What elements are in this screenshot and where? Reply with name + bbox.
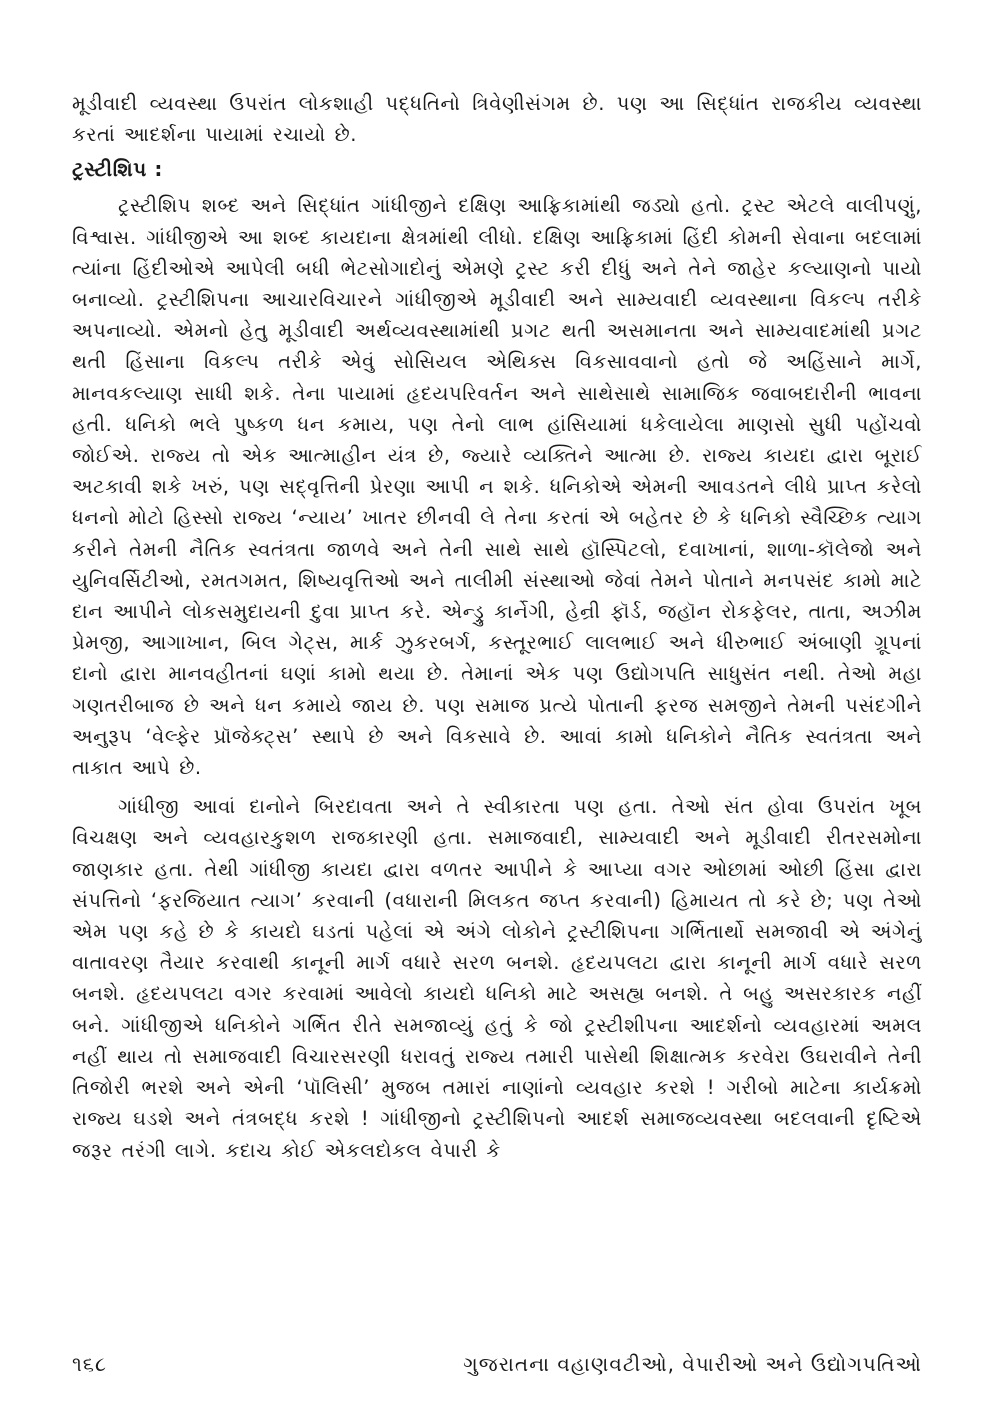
- body-paragraph-2: ગાંધીજી આવાં દાનોને બિરદાવતા અને તે સ્વીકારતા પણ હતા. તેઓ સંત હોવા ઉપરાંત ખૂબ વિચક્ષણ અને વ્યવહારકુશળ રાજકારણી હતા. સમાજવાદી, સામ્યવાદી અને મૂડીવાદી રીતરસમોના જાણકાર હતા. તેથી ગાંધીજી કાયદા દ્વારા વળતર આપીને કે આપ્યા વગર ઓછામાં ઓછી હિંસા દ્વારા સંપત્તિનો ‘ફરજિયાત ત્યાગ’ કરવાની (વધારાની મિલકત જપ્ત કરવાની) હિમાયત તો કરે છે; પણ તેઓ એમ પણ કહે છે કે કાયદો ઘડતાં પહેલાં એ અંગે લોકોને ટ્રસ્ટીશિપના ગર્ભિતાર્થો સમજાવી એ અંગેનું વાતાવરણ તૈયાર કરવાથી કાનૂની માર્ગ વધારે સરળ બનશે. હૃદયપલટા દ્વારા કાનૂની માર્ગ વધારે સરળ બનશે. હૃદયપલટા વગર કરવામાં આવેલો કાયદો ધનિકો માટે અસહ્ય બનશે. તે બહુ અસરકારક નહીં બને. ગાંધીજીએ ધનિકોને ગર્ભિત રીતે સમજાવ્યું હતું કે જો ટ્રસ્ટીશીપના આદર્શનો વ્યવહારમાં અમલ નહીં થાય તો સમાજવાદી વિચારસરણી ધરાવતું રાજ્ય તમારી પાસેથી શિક્ષાત્મક કરવેરા ઉઘરાવીને તેની તિજોરી ભરશે અને એની ‘પૉલિસી’ મુજબ તમારાં નાણાંનો વ્યવહાર કરશે ! ગરીબો માટેના કાર્યક્રમો રાજ્ય ઘડશે અને તંત્રબદ્ધ કરશે ! ગાંધીજીનો ટ્રસ્ટીશિપનો આદર્શ સમાજવ્યવસ્થા બદલવાની દૃષ્ટિએ જરૂર તરંગી લાગે. કદાચ કોઈ એકલદોકલ વેપારી કે: [72, 795, 922, 1162]
- intro-paragraph: મૂડીવાદી વ્યવસ્થા ઉપરાંત લોકશાહી પદ્ધતિનો ત્રિવેણીસંગમ છે. પણ આ સિદ્ધાંત રાજકીય વ્યવસ્થા કરતાં આદર્શના પાયામાં રચાયો છે.: [72, 92, 922, 147]
- body-paragraph-1: ટ્રસ્ટીશિપ શબ્દ અને સિદ્ધાંત ગાંધીજીને દક્ષિણ આફ્રિકામાંથી જડ્યો હતો. ટ્રસ્ટ એટલે વાલીપણું, વિશ્વાસ. ગાંધીજીએ આ શબ્દ કાયદાના ક્ષેત્રમાંથી લીધો. દક્ષિણ આફ્રિકામાં હિંદી કોમની સેવાના બદલામાં ત્યાંના હિંદીઓએ આપેલી બધી ભેટસોગાદોનું એમણે ટ્રસ્ટ કરી દીધું અને તેને જાહેર કલ્યાણનો પાયો બનાવ્યો. ટ્રસ્ટીશિપના આચારવિચારને ગાંધીજીએ મૂડીવાદી અને સામ્યવાદી વ્યવસ્થાના વિકલ્પ તરીકે અપનાવ્યો. એમનો હેતુ મૂડીવાદી અર્થવ્યવસ્થામાંથી પ્રગટ થતી અસમાનતા અને સામ્યવાદમાંથી પ્રગટ થતી હિંસાના વિકલ્પ તરીકે એવું સોસિયલ એથિક્સ વિકસાવવાનો હતો જે અહિંસાને માર્ગે, માનવકલ્યાણ સાધી શકે. તેના પાયામાં હૃદયપરિવર્તન અને સાથેસાથે સામાજિક જવાબદારીની ભાવના હતી. ધનિકો ભલે પુષ્કળ ધન કમાય, પણ તેનો લાભ હાંસિયામાં ધકેલાયેલા માણસો સુધી પહોંચવો જોઈએ. રાજ્ય તો એક આત્માહીન યંત્ર છે, જ્યારે વ્યક્તિને આત્મા છે. રાજ્ય કાયદા દ્વારા બૂરાઈ અટકાવી શકે ખરું, પણ સદ્‌વૃત્તિની પ્રેરણા આપી ન શકે. ધનિકોએ એમની આવડતને લીધે પ્રાપ્ત કરેલો ધનનો મોટો હિસ્સો રાજ્ય ‘ન્યાય’ ખાતર છીનવી લે તેના કરતાં એ બહેતર છે કે ધનિકો સ્વૈચ્છિક ત્યાગ કરીને તેમની નૈતિક સ્વતંત્રતા જાળવે અને તેની સાથે સાથે હૉસ્પિટલો, દવાખાનાં, શાળા-કૉલેજો અને યુનિવર્સિટીઓ, રમતગમત, શિષ્યવૃત્તિઓ અને તાલીમી સંસ્થાઓ જેવાં તેમને પોતાને મનપસંદ કામો માટે દાન આપીને લોકસમુદાયની દુવા પ્રાપ્ત કરે. એન્ડ્રુ કાર્નેગી, હેન્રી ફૉર્ડ, જહૉન રોકફેલર, તાતા, અઝીમ પ્રેમજી, આગાખાન, બિલ ગેટ્સ, માર્ક ઝુકરબર્ગ, કસ્તૂરભાઈ લાલભાઈ અને ધીરુભાઈ અંબાણી ગ્રૂપનાં દાનો દ્વારા માનવહીતનાં ઘણાં કામો થયા છે. તેમાનાં એક પણ ઉદ્યોગપતિ સાધુસંત નથી. તેઓ મહા ગણતરીબાજ છે અને ધન કમાયે જાય છે. પણ સમાજ પ્રત્યે પોતાની ફરજ સમજીને તેમની પસંદગીને અનુરૂપ ‘વેલ્ફેર પ્રૉજેક્ટ્સ’ સ્થાપે છે અને વિકસાવે છે. આવાં કામો ધનિકોને નૈતિક સ્વતંત્રતા અને તાકાત આપે છે.: [72, 194, 922, 780]
- page-footer: [72, 1352, 922, 1386]
- page-number: ૧૬૮: [72, 1352, 107, 1376]
- section-heading: ટ્રસ્ટીશિપ :: [72, 157, 163, 182]
- paragraph-gap: [72, 783, 922, 791]
- running-book-title: ગુજરાતના વહાણવટીઓ, વેપારીઓ અને ઉદ્યોગપતિઓ: [463, 1352, 922, 1376]
- page-body: [72, 88, 922, 1408]
